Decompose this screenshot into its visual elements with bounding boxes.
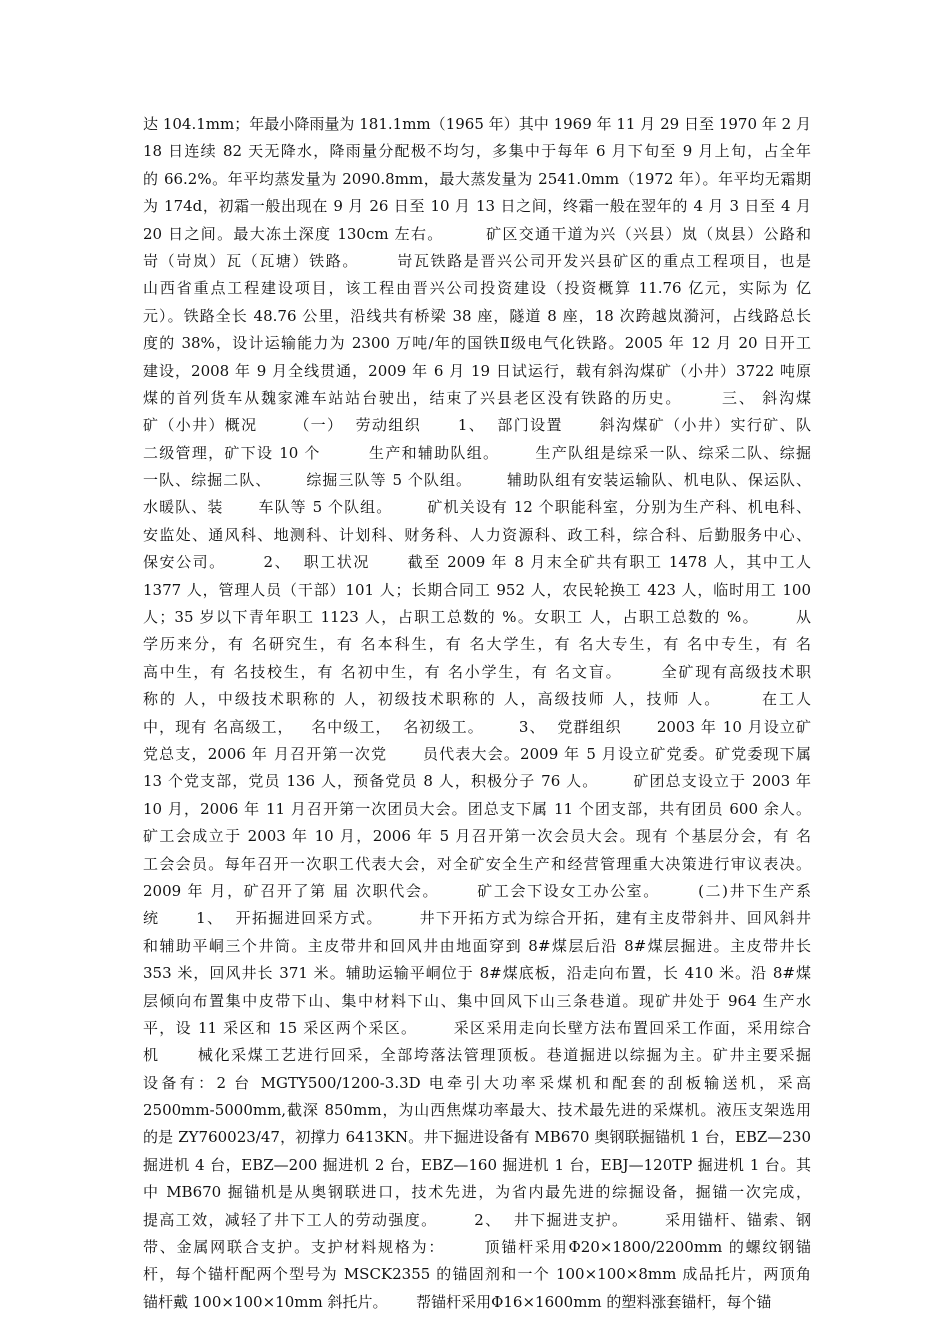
- text-line: 层倾向布置集中皮带下山、集中材料下山、集中回风下山三条巷道。现矿井处于 964 生产水: [143, 991, 811, 1010]
- text-line: 2009 年 月，矿召开了第 届 次职代会。 矿工会下设女工办公室。 (二)井下生产系: [143, 881, 811, 900]
- text-line: 学历来分，有 名研究生，有 名本科生，有 名大学生，有 名大专生，有 名中专生，有 名: [143, 635, 811, 654]
- text-line: 统 1、 开拓掘进回采方式。 井下开拓方式为综合开拓，建有主皮带斜井、回风斜井: [143, 909, 811, 928]
- text-line: 岢（岢岚）瓦（瓦塘）铁路。 岢瓦铁路是晋兴公司开发兴县矿区的重点工程项目，也是: [143, 251, 811, 270]
- text-line: 人；35 岁以下青年职工 1123 人，占职工总数的 %。女职工 人，占职工总数的 %。 从: [143, 608, 811, 627]
- text-line: 称的 人，中级技术职称的 人，初级技术职称的 人，高级技师 人，技师 人。 在工人: [143, 690, 811, 709]
- text-line: 2500mm-5000mm,截深 850mm，为山西焦煤功率最大、技术最先进的采煤机。液压支架选用: [143, 1101, 811, 1120]
- text-line: 二级管理，矿下设 10 个 生产和辅助队组。 生产队组是综采一队、综采二队、综掘: [143, 443, 811, 462]
- text-line: 达 104.1mm；年最小降雨量为 181.1mm（1965 年）其中 1969 年 11 月 29 日至 1970 年 2 月: [143, 115, 811, 133]
- text-line: 平，设 11 采区和 15 采区两个采区。 采区采用走向长壁方法布置回采工作面，采用综合: [143, 1018, 811, 1037]
- text-line: 的 66.2%。年平均蒸发量为 2090.8mm，最大蒸发量为 2541.0mm（1972 年）。年平均无霜期: [143, 169, 811, 188]
- text-line: 353 米，回风井长 371 米。辅助运输平峒位于 8#煤底板，沿走向布置，长 410 米。沿 8#煤: [143, 964, 811, 983]
- text-line: 和辅助平峒三个井筒。主皮带井和回风井由地面穿到 8#煤层后沿 8#煤层掘进。主皮带井长: [143, 936, 811, 955]
- body-text: [143, 111, 811, 1316]
- text-line: 矿工会成立于 2003 年 10 月，2006 年 5 月召开第一次会员大会。现有 个基层分会，有 名: [143, 827, 811, 846]
- text-line: 度的 38%，设计运输能力为 2300 万吨/年的国铁Ⅱ级电气化铁路。2005 年 12 月 20 日开工: [143, 334, 811, 353]
- text-line: 矿（小井）概况 （一） 劳动组织 1、 部门设置 斜沟煤矿（小井）实行矿、队: [143, 416, 811, 435]
- text-line: 工会会员。每年召开一次职工代表大会，对全矿安全生产和经营管理重大决策进行审议表决。: [143, 854, 811, 873]
- text-line: 中，现有 名高级工， 名中级工， 名初级工。 3、 党群组织 2003 年 10 月设立矿: [143, 717, 811, 736]
- text-line: 的是 ZY760023/47，初撑力 6413KN。井下掘进设备有 MB670 奥钢联掘锚机 1 台，EBZ—230: [143, 1128, 811, 1147]
- text-line: 18 日连续 82 天无降水，降雨量分配极不均匀，多集中于每年 6 月下旬至 9 月上旬，占全年: [143, 142, 811, 161]
- text-line: 为 174d，初霜一般出现在 9 月 26 日至 10 月 13 日之间，终霜一般在翌年的 4 月 3 日至 4 月: [143, 197, 811, 216]
- text-line: 提高工效，减轻了井下工人的劳动强度。 2、 井下掘进支护。 采用锚杆、锚索、钢: [143, 1210, 811, 1229]
- text-line: 高中生，有 名技校生，有 名初中生，有 名小学生，有 名文盲。 全矿现有高级技术职: [143, 662, 811, 681]
- text-line: 保安公司。 2、 职工状况 截至 2009 年 8 月末全矿共有职工 1478 人，其中工人: [143, 553, 811, 572]
- text-line: 山西省重点工程建设项目，该工程由晋兴公司投资建设（投资概算 11.76 亿元，实际为 亿: [143, 279, 811, 298]
- text-line: 掘进机 4 台，EBZ—200 掘进机 2 台，EBZ—160 掘进机 1 台，EBJ—120TP 掘进机 1 台。其: [143, 1155, 811, 1174]
- text-line: 设备有：2 台 MGTY500/1200-3.3D 电牵引大功率采煤机和配套的刮板输送机，采高: [143, 1073, 811, 1092]
- text-line: 党总支，2006 年 月召开第一次党 员代表大会。2009 年 5 月设立矿党委。矿党委现下属: [143, 744, 811, 763]
- text-line: 锚杆戴 100×100×10mm 斜托片。 帮锚杆采用Φ16×1600mm 的塑料涨套锚杆，每个锚: [143, 1292, 772, 1311]
- text-line: 中 MB670 掘锚机是从奥钢联进口，技术先进，为省内最先进的综掘设备，掘锚一次完成，: [143, 1183, 811, 1202]
- text-line: 10 月，2006 年 11 月召开第一次团员大会。团总支下属 11 个团支部，共有团员 600 余人。: [143, 799, 811, 818]
- text-line: 元）。铁路全长 48.76 公里，沿线共有桥梁 38 座，隧道 8 座，18 次跨越岚漪河，占线路总长: [143, 306, 811, 325]
- text-line: 一队、综掘二队、 综掘三队等 5 个队组。 辅助队组有安装运输队、机电队、保运队、: [143, 471, 811, 490]
- text-line: 安监处、通风科、地测科、计划科、财务科、人力资源科、政工科，综合科、后勤服务中心、: [143, 525, 811, 544]
- text-line: 杆，每个锚杆配两个型号为 MSCK2355 的锚固剂和一个 100×100×8mm 成品托片，两顶角: [143, 1265, 811, 1284]
- text-line: 建设，2008 年 9 月全线贯通，2009 年 6 月 19 日试运行，载有斜沟煤矿（小井）3722 吨原: [143, 361, 811, 380]
- text-line: 煤的首列货车从魏家滩车站站台驶出，结束了兴县老区没有铁路的历史。 三、 斜沟煤: [143, 388, 811, 407]
- text-line: 20 日之间。最大冻土深度 130cm 左右。 矿区交通干道为兴（兴县）岚（岚县）公路和: [143, 224, 811, 243]
- text-line: 水暖队、装 车队等 5 个队组。 矿机关设有 12 个职能科室，分别为生产科、机电科、: [143, 498, 811, 517]
- text-line: 13 个党支部，党员 136 人，预备党员 8 人，积极分子 76 人。 矿团总支设立于 2003 年: [143, 772, 811, 791]
- text-line: 1377 人，管理人员（干部）101 人；长期合同工 952 人，农民轮换工 423 人，临时用工 100: [143, 580, 811, 599]
- text-line: 带、金属网联合支护。支护材料规格为： 顶锚杆采用Φ20×1800/2200mm 的螺纹钢锚: [143, 1238, 811, 1257]
- text-line: 机 械化采煤工艺进行回采，全部垮落法管理顶板。巷道掘进以综掘为主。矿井主要采掘: [143, 1046, 811, 1065]
